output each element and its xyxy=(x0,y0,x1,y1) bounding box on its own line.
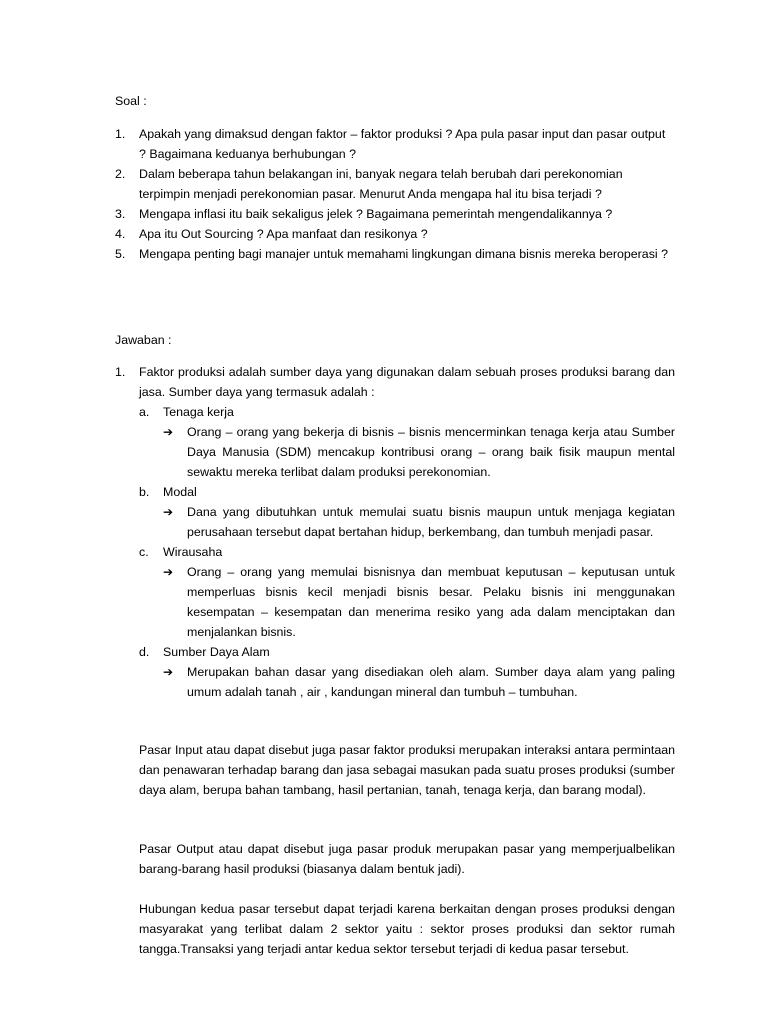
question-text: Mengapa penting bagi manajer untuk memahami lingkungan dimana bisnis mereka beroperasi ? xyxy=(139,247,668,261)
factor-detail-text: Dana yang dibutuhkan untuk memulai suatu bisnis maupun untuk menjaga kegiatan perusahaan tersebut dapat bertahan hidup, berkembang, dan tumbuh menjadi pasar. xyxy=(187,505,675,539)
paragraph-hubungan: Hubungan kedua pasar tersebut dapat terjadi karena berkaitan dengan proses produksi dengan masyarakat yang terlibat dalam 2 sektor yaitu : sektor proses produksi dan sektor rumah tangga.Transaksi yang terjadi antar kedua sektor tersebut terjadi di kedua pasar tersebut. xyxy=(139,902,675,956)
factor-letter: b. xyxy=(139,485,150,499)
question-text: Apakah yang dimaksud dengan faktor – faktor produksi ? Apa pula pasar input dan pasar output ? Bagaimana keduanya berhubungan ? xyxy=(139,127,666,161)
question-item xyxy=(115,244,675,264)
factor-detail-text: Orang – orang yang bekerja di bisnis – bisnis mencerminkan tenaga kerja atau Sumber Daya Manusia (SDM) mencakup kontribusi orang – orang baik fisik maupun mental sewaktu mereka terlibat dalam produksi perekonomian. xyxy=(187,425,675,479)
answer-list xyxy=(115,362,675,702)
question-list xyxy=(115,124,675,264)
arrow-right-icon: ➔ xyxy=(163,505,174,519)
factor-detail xyxy=(163,662,675,702)
question-item xyxy=(115,124,675,164)
factor-detail-text: Orang – orang yang memulai bisnisnya dan membuat keputusan – keputusan untuk memperluas bisnis kecil menjadi bisnis besar. Pelaku bisnis ini menggunakan kesempatan – kesempatan dan menerima resiko yang ada dalam menciptakan dan menjalankan bisnis. xyxy=(187,565,675,639)
question-item xyxy=(115,204,675,224)
arrow-right-icon: ➔ xyxy=(163,665,174,679)
question-text: Mengapa inflasi itu baik sekaligus jelek ? Bagaimana pemerintah mengendalikannya ? xyxy=(139,207,613,221)
factor-letter: a. xyxy=(139,405,150,419)
factor-item xyxy=(139,642,675,702)
question-number: 4. xyxy=(115,227,126,241)
factor-detail xyxy=(163,422,675,482)
factor-item xyxy=(139,542,675,642)
factor-detail xyxy=(163,562,675,642)
factor-letter: c. xyxy=(139,545,149,559)
factor-detail-text: Merupakan bahan dasar yang disediakan oleh alam. Sumber daya alam yang paling umum adalah tanah , air , kandungan mineral dan tumbuh – tumbuhan. xyxy=(187,665,675,699)
question-text: Apa itu Out Sourcing ? Apa manfaat dan resikonya ? xyxy=(139,227,428,241)
question-number: 1. xyxy=(115,127,126,141)
answer-intro: Faktor produksi adalah sumber daya yang digunakan dalam sebuah proses produksi barang dan jasa. Sumber daya yang termasuk adalah : xyxy=(139,365,675,399)
question-item xyxy=(115,224,675,244)
factor-label: Wirausaha xyxy=(163,545,223,559)
answer-item xyxy=(115,362,675,702)
question-number: 2. xyxy=(115,167,126,181)
jawaban-heading: Jawaban : xyxy=(115,333,172,347)
factor-item xyxy=(139,482,675,542)
factor-letter: d. xyxy=(139,645,150,659)
question-number: 3. xyxy=(115,207,126,221)
question-item xyxy=(115,164,675,204)
factor-label: Modal xyxy=(163,485,197,499)
soal-heading: Soal : xyxy=(115,94,147,108)
factor-list xyxy=(139,402,675,702)
question-number: 5. xyxy=(115,247,126,261)
factor-label: Sumber Daya Alam xyxy=(163,645,270,659)
factor-item xyxy=(139,402,675,482)
factor-detail xyxy=(163,502,675,542)
question-text: Dalam beberapa tahun belakangan ini, banyak negara telah berubah dari perekonomian terpimpin menjadi perekonomian pasar. Menurut Anda mengapa hal itu bisa terjadi ? xyxy=(139,167,623,201)
arrow-right-icon: ➔ xyxy=(163,425,174,439)
answer-number: 1. xyxy=(115,365,126,379)
paragraph-pasar-input: Pasar Input atau dapat disebut juga pasar faktor produksi merupakan interaksi antara permintaan dan penawaran terhadap barang dan jasa sebagai masukan pada suatu proses produksi (sumber daya alam, berupa bahan tambang, hasil pertanian, tanah, tenaga kerja, dan barang modal). xyxy=(139,743,675,797)
paragraph-pasar-output: Pasar Output atau dapat disebut juga pasar produk merupakan pasar yang memperjualbelikan barang-barang hasil produksi (biasanya dalam bentuk jadi). xyxy=(139,842,675,876)
factor-label: Tenaga kerja xyxy=(163,405,234,419)
arrow-right-icon: ➔ xyxy=(163,565,174,579)
